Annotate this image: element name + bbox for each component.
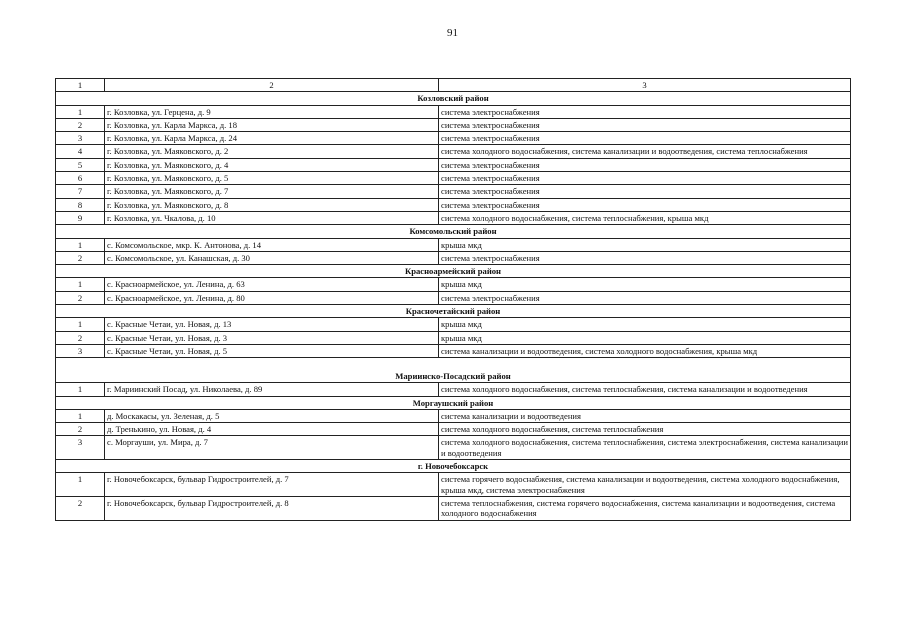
row-number: 3 [56, 132, 105, 145]
row-systems: система электроснабжения [439, 291, 851, 304]
row-number: 1 [56, 473, 105, 497]
column-number-row [56, 79, 851, 92]
table-row [56, 118, 851, 131]
row-number: 1 [56, 383, 105, 396]
table-row [56, 251, 851, 264]
table-row [56, 278, 851, 291]
objects-table [55, 78, 851, 521]
column-number-2: 2 [105, 79, 439, 92]
row-number: 5 [56, 158, 105, 171]
row-address: с. Комсомольское, мкр. К. Антонова, д. 14 [105, 238, 439, 251]
row-systems: система теплоснабжения, система горячего водоснабжения, система канализации и водоотведения, система холодного водоснабжения [439, 496, 851, 520]
row-number: 2 [56, 331, 105, 344]
row-systems: система холодного водоснабжения, система теплоснабжения, система канализации и водоотведения [439, 383, 851, 396]
table-row [56, 318, 851, 331]
row-number: 2 [56, 251, 105, 264]
row-systems: система электроснабжения [439, 198, 851, 211]
table-row [56, 423, 851, 436]
row-systems: система электроснабжения [439, 105, 851, 118]
row-number: 9 [56, 211, 105, 224]
table-row [56, 409, 851, 422]
table-row [56, 211, 851, 224]
row-number: 4 [56, 145, 105, 158]
table-row [56, 331, 851, 344]
table-row [56, 436, 851, 460]
table-row [56, 158, 851, 171]
section-title: Мариинско-Посадский район [56, 358, 851, 383]
row-systems: система электроснабжения [439, 172, 851, 185]
table-row [56, 291, 851, 304]
row-number: 2 [56, 291, 105, 304]
row-address: г. Козловка, ул. Карла Маркса, д. 18 [105, 118, 439, 131]
row-systems: система электроснабжения [439, 185, 851, 198]
row-address: с. Красные Четаи, ул. Новая, д. 3 [105, 331, 439, 344]
row-systems: крыша мкд [439, 318, 851, 331]
row-address: г. Козловка, ул. Маяковского, д. 2 [105, 145, 439, 158]
table-row [56, 344, 851, 357]
row-systems: система холодного водоснабжения, система теплоснабжения, крыша мкд [439, 211, 851, 224]
row-number: 8 [56, 198, 105, 211]
row-address: с. Красные Четаи, ул. Новая, д. 5 [105, 344, 439, 357]
row-address: д. Тренькино, ул. Новая, д. 4 [105, 423, 439, 436]
row-address: г. Козловка, ул. Чкалова, д. 10 [105, 211, 439, 224]
table-row [56, 185, 851, 198]
row-systems: система горячего водоснабжения, система канализации и водоотведения, система холодного водоснабжения, крыша мкд, система электроснабжения [439, 473, 851, 497]
row-address: г. Козловка, ул. Карла Маркса, д. 24 [105, 132, 439, 145]
row-address: г. Козловка, ул. Маяковского, д. 4 [105, 158, 439, 171]
row-systems: система электроснабжения [439, 158, 851, 171]
row-systems: система электроснабжения [439, 251, 851, 264]
table-row [56, 105, 851, 118]
row-systems: система холодного водоснабжения, система канализации и водоотведения, система теплоснабжения [439, 145, 851, 158]
row-systems: крыша мкд [439, 238, 851, 251]
table-row [56, 198, 851, 211]
section-row [56, 358, 851, 383]
row-systems: крыша мкд [439, 278, 851, 291]
section-row [56, 92, 851, 105]
row-number: 1 [56, 238, 105, 251]
row-address: с. Красные Четаи, ул. Новая, д. 13 [105, 318, 439, 331]
row-address: г. Новочебоксарск, бульвар Гидростроителей, д. 7 [105, 473, 439, 497]
column-number-1: 1 [56, 79, 105, 92]
row-address: г. Новочебоксарск, бульвар Гидростроителей, д. 8 [105, 496, 439, 520]
row-number: 2 [56, 496, 105, 520]
row-number: 3 [56, 436, 105, 460]
table-row [56, 238, 851, 251]
row-number: 6 [56, 172, 105, 185]
row-systems: крыша мкд [439, 331, 851, 344]
table-row [56, 132, 851, 145]
row-systems: система канализации и водоотведения, система холодного водоснабжения, крыша мкд [439, 344, 851, 357]
row-systems: система канализации и водоотведения [439, 409, 851, 422]
row-number: 1 [56, 318, 105, 331]
section-title: Красночетайский район [56, 305, 851, 318]
section-row [56, 460, 851, 473]
row-systems: система холодного водоснабжения, система теплоснабжения, система электроснабжения, система канализации и водоотведения [439, 436, 851, 460]
row-number: 2 [56, 423, 105, 436]
row-address: с. Моргауши, ул. Мира, д. 7 [105, 436, 439, 460]
section-row [56, 396, 851, 409]
section-title: Красноармейский район [56, 265, 851, 278]
table-row [56, 145, 851, 158]
row-address: г. Козловка, ул. Маяковского, д. 7 [105, 185, 439, 198]
row-number: 3 [56, 344, 105, 357]
column-number-3: 3 [439, 79, 851, 92]
table-row [56, 383, 851, 396]
row-address: с. Комсомольское, ул. Канашская, д. 30 [105, 251, 439, 264]
page-number: 91 [447, 27, 458, 39]
table-row [56, 473, 851, 497]
row-number: 7 [56, 185, 105, 198]
section-title: Козловский район [56, 92, 851, 105]
row-address: г. Козловка, ул. Герцена, д. 9 [105, 105, 439, 118]
section-title: Комсомольский район [56, 225, 851, 238]
row-address: г. Козловка, ул. Маяковского, д. 8 [105, 198, 439, 211]
section-row [56, 305, 851, 318]
row-address: с. Красноармейское, ул. Ленина, д. 80 [105, 291, 439, 304]
table-body [56, 79, 851, 521]
section-row [56, 265, 851, 278]
row-systems: система электроснабжения [439, 118, 851, 131]
table-row [56, 496, 851, 520]
row-address: д. Москакасы, ул. Зеленая, д. 5 [105, 409, 439, 422]
row-address: г. Козловка, ул. Маяковского, д. 5 [105, 172, 439, 185]
row-address: г. Мариинский Посад, ул. Николаева, д. 89 [105, 383, 439, 396]
row-number: 1 [56, 409, 105, 422]
row-address: с. Красноармейское, ул. Ленина, д. 63 [105, 278, 439, 291]
row-systems: система холодного водоснабжения, система теплоснабжения [439, 423, 851, 436]
section-title: Моргаушский район [56, 396, 851, 409]
row-systems: система электроснабжения [439, 132, 851, 145]
row-number: 1 [56, 278, 105, 291]
table-row [56, 172, 851, 185]
section-title: г. Новочебоксарск [56, 460, 851, 473]
row-number: 2 [56, 118, 105, 131]
row-number: 1 [56, 105, 105, 118]
section-row [56, 225, 851, 238]
